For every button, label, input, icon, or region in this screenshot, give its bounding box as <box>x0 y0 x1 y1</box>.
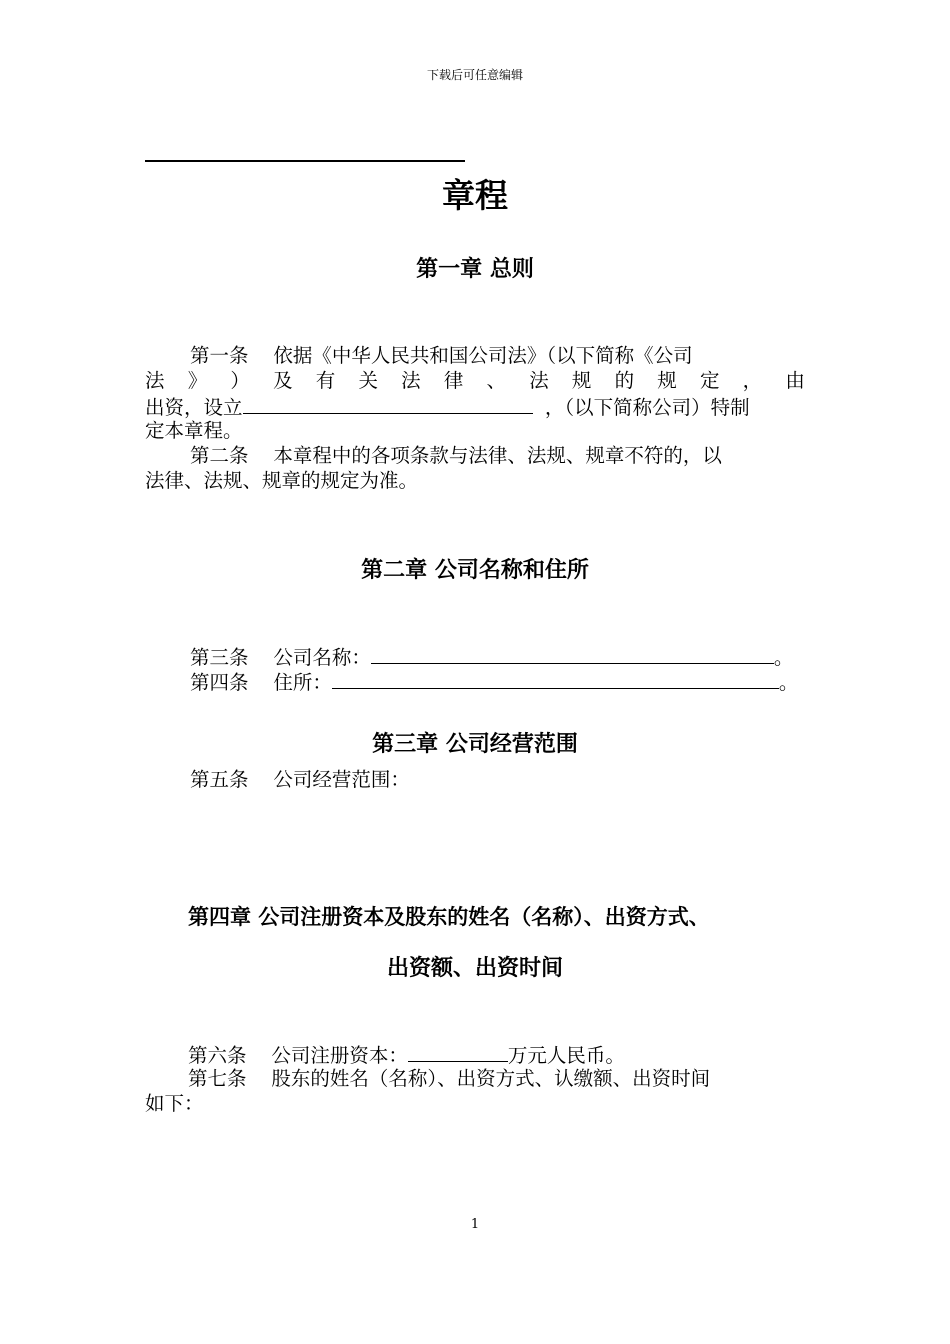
article-1-line-4: 定本章程。 <box>145 419 243 442</box>
article-3 <box>190 643 793 670</box>
article-3-label: 第三条 <box>190 646 249 669</box>
page-header-note: 下载后可任意编辑 <box>426 68 523 82</box>
article-1-line-2-char: 、 <box>486 369 507 392</box>
article-1-line-2-char: 及 <box>273 369 293 392</box>
article-6-end: 万元人民币。 <box>507 1044 625 1067</box>
article-2-text: 本章程中的各项条款与法律、法规、规章不符的，以 <box>273 444 722 467</box>
article-4-text: 住所： <box>273 671 332 694</box>
article-1-line-2-char: 》 <box>187 369 208 392</box>
document-title: 章程 <box>442 176 508 215</box>
chapter-4-heading-line-1: 第四章 公司注册资本及股东的姓名（名称）、出资方式、 <box>188 905 710 929</box>
article-3-end: 。 <box>773 646 794 669</box>
article-4 <box>190 668 798 695</box>
article-6 <box>188 1041 625 1068</box>
article-1-line-2-char: ） <box>230 369 250 392</box>
article-7-label: 第七条 <box>188 1067 247 1090</box>
article-1-text: 依据《中华人民共和国公司法》（以下简称《公司 <box>273 344 693 367</box>
article-1-line-2-char: 有 <box>315 369 336 392</box>
chapter-3-heading: 第三章 公司经营范围 <box>372 732 578 757</box>
article-1-label: 第一条 <box>190 344 249 367</box>
article-6-label: 第六条 <box>188 1044 247 1067</box>
article-1-line-2-char: 的 <box>614 369 635 392</box>
chapter-1-heading: 第一章 总则 <box>416 257 534 282</box>
article-7-text: 股东的姓名（名称）、出资方式、认缴额、出资时间 <box>271 1067 711 1090</box>
article-5 <box>190 767 410 792</box>
article-7-line-1 <box>188 1066 710 1091</box>
article-1-line-1 <box>190 343 693 368</box>
article-2-line-2: 法律、法规、规章的规定为准。 <box>145 469 419 492</box>
chapter-4-heading-line-2: 出资额、出资时间 <box>386 956 563 981</box>
article-1-line-2-char: 规 <box>657 369 677 392</box>
article-1-line-2-char: 法 <box>145 369 165 392</box>
article-3-text: 公司名称： <box>273 646 371 669</box>
article-5-text: 公司经营范围： <box>273 768 410 791</box>
top-rule <box>145 160 465 162</box>
chapter-2-heading: 第二章 公司名称和住所 <box>361 558 589 583</box>
address-field <box>332 668 779 689</box>
article-5-label: 第五条 <box>190 768 249 791</box>
article-1-line-2-char: 定 <box>699 369 720 392</box>
article-1-line-2-char: 关 <box>358 369 378 392</box>
registered-capital-field <box>408 1041 508 1062</box>
article-1-line-2-char: ， <box>742 369 763 392</box>
article-4-label: 第四条 <box>190 671 249 694</box>
article-1-line-2-char: 法 <box>529 369 549 392</box>
article-1-line-2-char: 律 <box>443 369 464 392</box>
company-name-blank <box>243 393 533 414</box>
page-number: 1 <box>470 1217 480 1232</box>
company-name-field <box>371 643 774 664</box>
article-1-line-2-char: 法 <box>401 369 421 392</box>
article-1-line-2-char: 规 <box>571 369 592 392</box>
article-7-line-2: 如下： <box>145 1092 204 1115</box>
article-2-label: 第二条 <box>190 444 249 467</box>
article-4-end: 。 <box>778 671 799 694</box>
article-1-line-3-end: ，（以下简称公司）特制 <box>544 396 750 419</box>
article-2-line-1 <box>190 443 722 468</box>
article-1-line-3 <box>145 393 750 420</box>
article-1-line-2-char: 由 <box>785 369 805 392</box>
article-6-text: 公司注册资本： <box>271 1044 408 1067</box>
article-1-line-2 <box>145 368 805 393</box>
article-1-line-3-start: 出资，设立 <box>145 396 243 419</box>
